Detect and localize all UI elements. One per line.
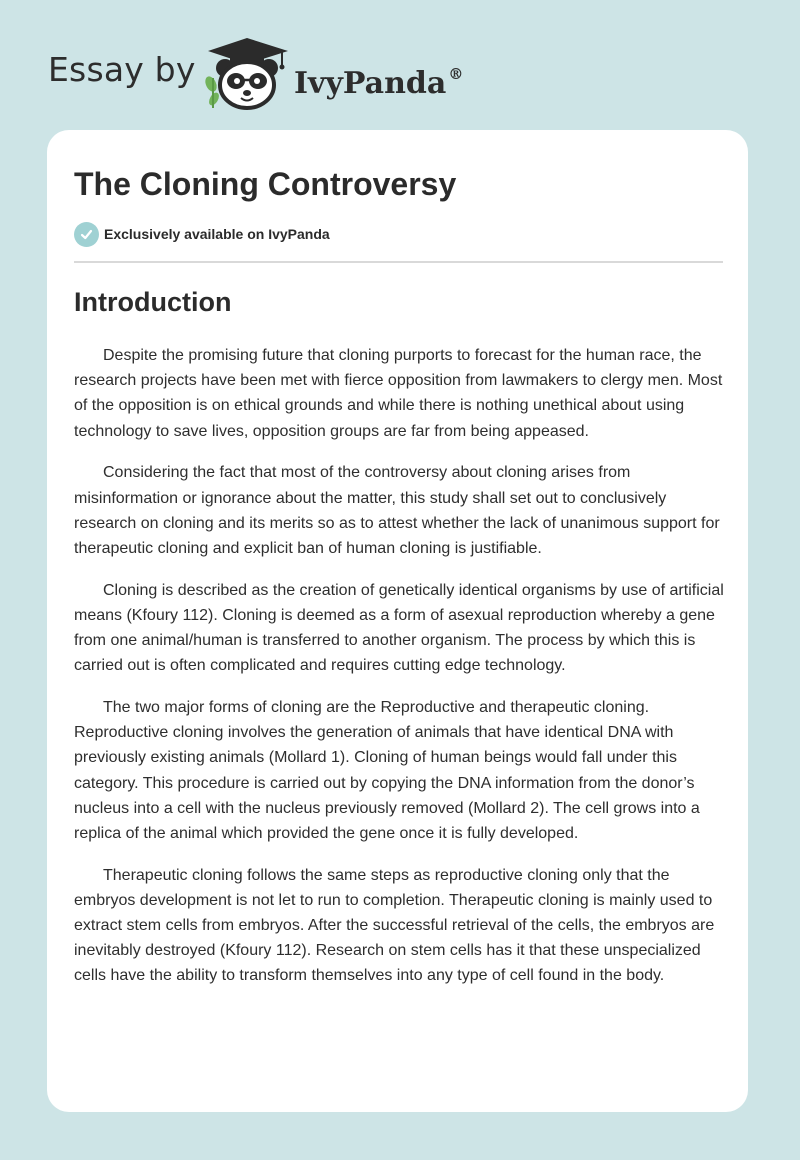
check-icon: [74, 222, 99, 247]
brand-name-text: IvyPanda: [294, 66, 447, 101]
brand-prefix: Essay by: [48, 50, 196, 89]
section-heading: Introduction: [74, 287, 232, 317]
brand-name[interactable]: [294, 54, 463, 104]
paragraph: The two major forms of cloning are the Reproductive and therapeutic cloning. Reproductive cloning involves the generation of animals that have identical DNA with previously existing animals (Mollard 1). Cloning of human beings would fall under this category. This procedure is carried out by copying the DNA information from the donor’s nucleus into a cell with the nucleus previously removed (Mollard 2). The cell grows into a replica of the animal which provided the gene once it is fully developed.: [74, 698, 700, 842]
site-header: [0, 0, 800, 130]
exclusive-badge: [74, 221, 330, 247]
paragraph: Cloning is described as the creation of genetically identical organisms by use of artificial means (Kfoury 112). Cloning is deemed as a form of asexual reproduction whereby a gene from one animal/human is transferred to another organism. The process by which this is carried out is often complicated and requires cutting edge technology.: [74, 581, 724, 675]
paragraph: Therapeutic cloning follows the same steps as reproductive cloning only that the embryos development is not let to run to completion. Therapeutic cloning is mainly used to extract stem cells from embryos. After the successful retrieval of the cells, the embryos are inevitably destroyed (Kfoury 112). Research on stem cells has it that these unspecialized cells have the ability to transform themselves into any type of cell found in the body.: [74, 866, 715, 985]
registered-mark: ®: [448, 65, 464, 83]
paragraph: Considering the fact that most of the controversy about cloning arises from misinformation or ignorance about the matter, this study shall set out to conclusively research on cloning and its merits so as to attest whether the lack of unanimous support for therapeutic cloning and explicit ban of human cloning is justifiable.: [74, 464, 720, 557]
divider: [74, 261, 723, 263]
essay-title: The Cloning Controversy: [74, 166, 457, 202]
paragraph: Despite the promising future that cloning purports to forecast for the human race, the research projects have been met with fierce opposition from lawmakers to clergy men. Most of the opposition is on ethical grounds and while there is nothing unethical about using technology to save lives, opposition groups are far from being appeased.: [74, 347, 723, 440]
badge-label: Exclusively available on IvyPanda: [104, 226, 330, 242]
essay-body: [74, 343, 726, 1005]
panda-logo-icon[interactable]: [200, 36, 292, 110]
essay-card: [47, 130, 748, 1112]
